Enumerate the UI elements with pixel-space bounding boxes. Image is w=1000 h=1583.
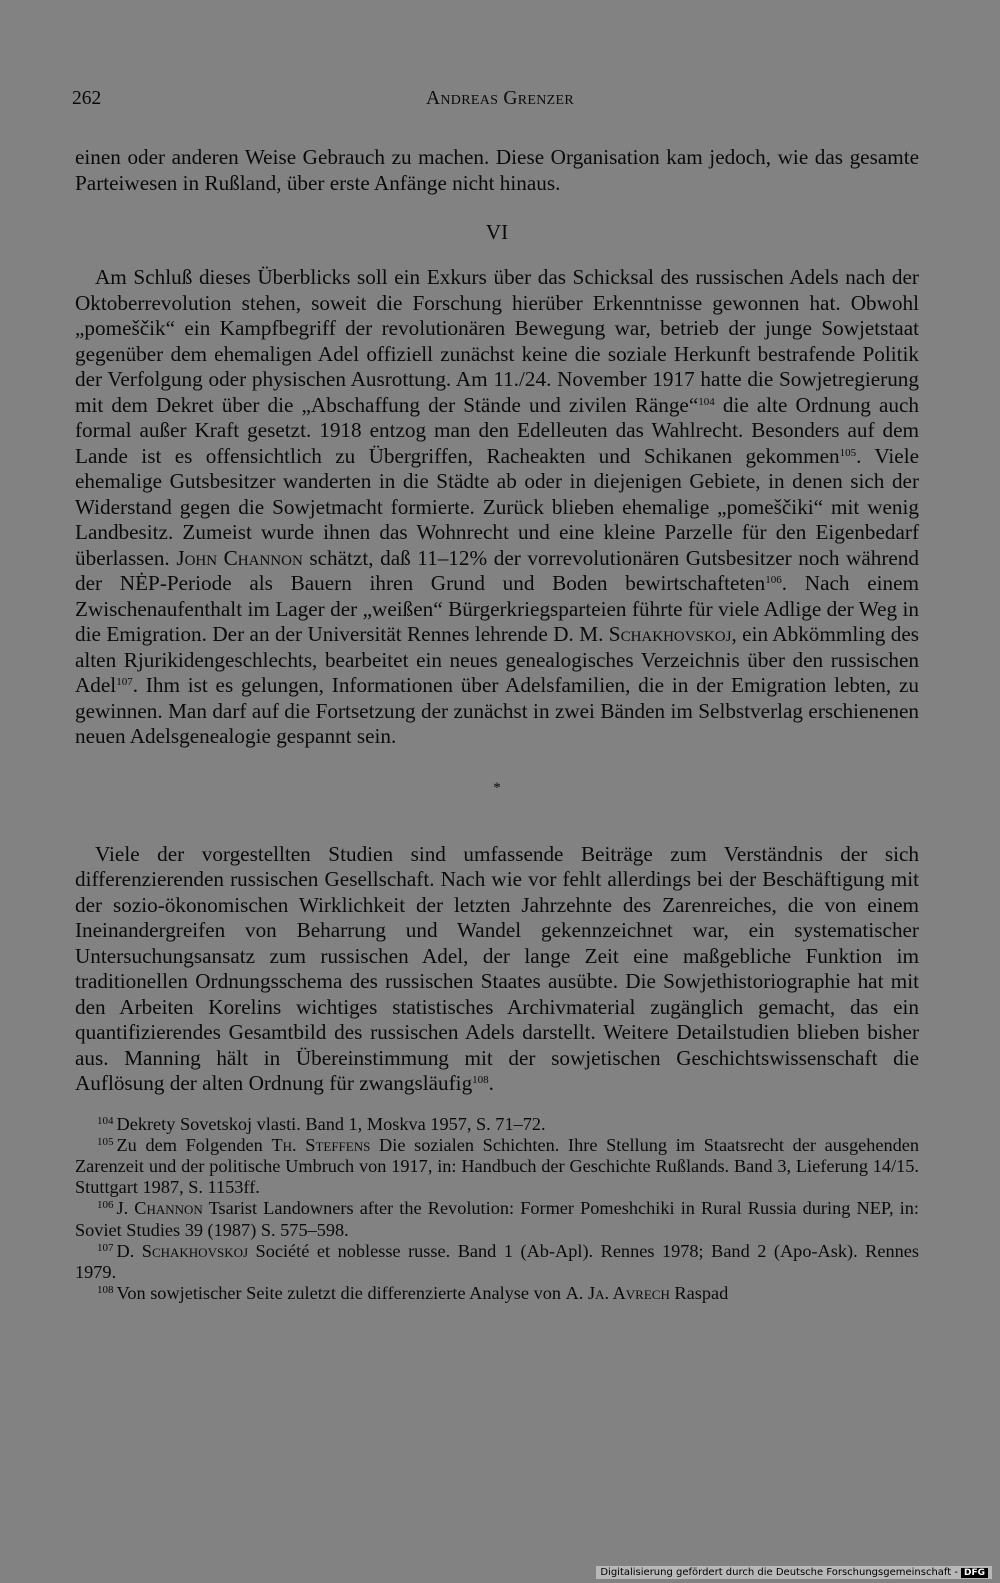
footnote-number: 105 [97, 1135, 114, 1148]
page-header [72, 88, 928, 118]
footnote-text: Dekrety Sovetskoj vlasti. Band 1, Moskva 1957, S. 71–72. [116, 1113, 546, 1134]
running-head: Andreas Grenzer [426, 88, 574, 109]
page-number: 262 [72, 88, 102, 109]
footnote-text: Raspad [669, 1283, 729, 1304]
digitization-credit [596, 1566, 992, 1579]
body-paragraph [75, 842, 919, 1097]
text-run: Viele der vorgestellten Studien sind umfassende Beiträge zum Verständnis der sich differenzierenden russischen Gesellschaft. Nach wie vor fehlt allerdings bei der Beschäftigung mit der sozio-ökonomischen Wirklichkeit der letzten Jahrzehnte des Zarenreiches, die von einem Ineinandergreifen von Beharrung und Wandel gekennzeichnet war, ein systematischer Untersuchungsansatz zum russischen Adel, der lange Zeit eine maßgebliche Funktion im traditionellen Ordnungsschema des russischen Staates ausübte. Die Sowjethistoriographie hat mit den Arbeiten Korelins wichtiges statistisches Archivmaterial zugänglich gemacht, das ein quantifizierendes Gesamtbild des russischen Adels darstellt. Weitere Detailstudien blieben bisher aus. Manning hält in Übereinstimmung mit der sowjetischen Geschichtswissenschaft die Auflösung der alten Ordnung für zwangsläufig [75, 841, 919, 1095]
footnote-number: 106 [97, 1199, 114, 1212]
text-run: . Ihm ist es gelungen, Informationen über Adelsfamilien, die in der Emigration lebten, zu gewinnen. Man darf auf die Fortsetzung der zunächst in zwei Bänden im Selbstverlag erschienenen neuen Adelsgenealogie gespannt sein. [75, 673, 919, 748]
text-run: , ein Abkömmling des alten Rjurikidengeschlechts, bearbeitet ein neues genealogisches Verzeichnis über den russischen Adel [75, 622, 919, 697]
footnote-text: Die sozialen Schichten. Ihre Stellung im Staatsrecht der ausgehenden Zarenzeit und der politische Umbruch von 1917, in: Handbuch der Geschichte Rußlands. Band 3, Lieferung 14/15. Stuttgart 1987, S. 1153ff. [75, 1134, 920, 1198]
text-run: die alte Ordnung auch formal außer Kraft gesetzt. 1918 entzog man den Edelleuten das Wahlrecht. Besonders auf dem Lande ist es offensichtlich zu Übergriffen, Racheakten und Schikanen gekommen [75, 392, 919, 468]
text-run: . Viele ehemalige Gutsbesitzer wanderten in die Städte ab oder in diejenigen Gebiete, in denen sich der Widerstand gegen die Sowjetmacht formierte. Zurück blieben ehemalige „pomeščiki“ mit wenig Landbesitz. Zumeist wurde ihnen das Wohnrecht und eine kleine Parzelle für den Eigenbedarf überlassen. [75, 443, 919, 570]
footnote [75, 1283, 919, 1304]
footnote-ref: 106 [765, 574, 782, 586]
footnote-ref: 107 [116, 676, 133, 688]
footnotes [75, 1114, 919, 1305]
section-heading: VI [485, 220, 509, 244]
text-run: . Nach einem Zwischenaufenthalt im Lager der „weißen“ Bürgerkriegsparteien führte für viele Adlige der Weg in die Emigration. Der an der Universität Rennes lehrende D. M. [75, 571, 919, 646]
footnote [75, 1114, 919, 1135]
text-run: . [488, 1071, 494, 1095]
page-body [75, 145, 919, 1304]
footnote-text: Von sowjetischer Seite zuletzt die differenzierte Analyse von [116, 1283, 566, 1304]
footnote-number: 107 [97, 1241, 114, 1254]
footnote [75, 1241, 919, 1283]
footnote-ref: 108 [472, 1074, 489, 1086]
footnote-ref: 104 [698, 395, 715, 408]
carryover-paragraph: einen oder anderen Weise Gebrauch zu machen. Diese Organisation kam jedoch, wie das gesamte Parteiwesen in Rußland, über erste Anfänge nicht hinaus. [75, 145, 919, 195]
text-run: Am Schluß dieses Überblicks soll ein Exkurs über das Schicksal des russischen Adels nach der Oktoberrevolution stehen, soweit die Forschung hierüber Erkenntnisse gewonnen hat. Obwohl „pomeščik“ ein Kampfbegriff der revolutionären Bewegung war, betrieb der junge Sowjetstaat gegenüber dem ehemaligen Adel offiziell zunächst keine die soziale Herkunft bestrafende Politik der Verfolgung oder physischen Ausrottung. Am 11./24. November 1917 hatte die Sowjetregierung mit dem Dekret über die „Abschaffung der Stände und zivilen Ränge“ [75, 265, 919, 417]
footnote-number: 108 [97, 1284, 114, 1297]
footnote-author: D. Schakhovskoj [116, 1240, 249, 1261]
footnote-text: Zu dem Folgenden [116, 1134, 272, 1155]
text-run: schätzt, daß 11–12% der vorrevolutionären Gutsbesitzer noch während der NĖP-Periode als Bauern ihren Grund und Boden bewirtschafteten [75, 545, 919, 595]
footnote-text: Tsarist Landowners after the Revolution: Former Pomeshchiki in Rural Russia during NEP, in: Soviet Studies 39 (1987) S. 575–598. [75, 1198, 919, 1240]
section-divider-asterisk: * [493, 779, 501, 796]
footnote-author: A. Ja. Avrech [565, 1283, 670, 1304]
footnote-text: Société et noblesse russe. Band 1 (Ab-Apl). Rennes 1978; Band 2 (Apo-Ask). Rennes 1979. [75, 1240, 920, 1282]
author-name: Schakhovskoj [608, 622, 732, 646]
body-paragraph [75, 265, 919, 750]
footnote-ref: 105 [839, 446, 857, 459]
footnote-author: J. Channon [116, 1198, 203, 1219]
footnote-number: 104 [97, 1114, 114, 1127]
footnote-author: Th. Steffens [271, 1134, 371, 1155]
dfg-logo: DFG [961, 1568, 988, 1578]
footnote [75, 1135, 919, 1199]
footnote [75, 1198, 919, 1240]
author-name: John Channon [176, 545, 303, 570]
credit-text: Digitalisierung gefördert durch die Deutsche Forschungsgemeinschaft - [600, 1567, 958, 1578]
